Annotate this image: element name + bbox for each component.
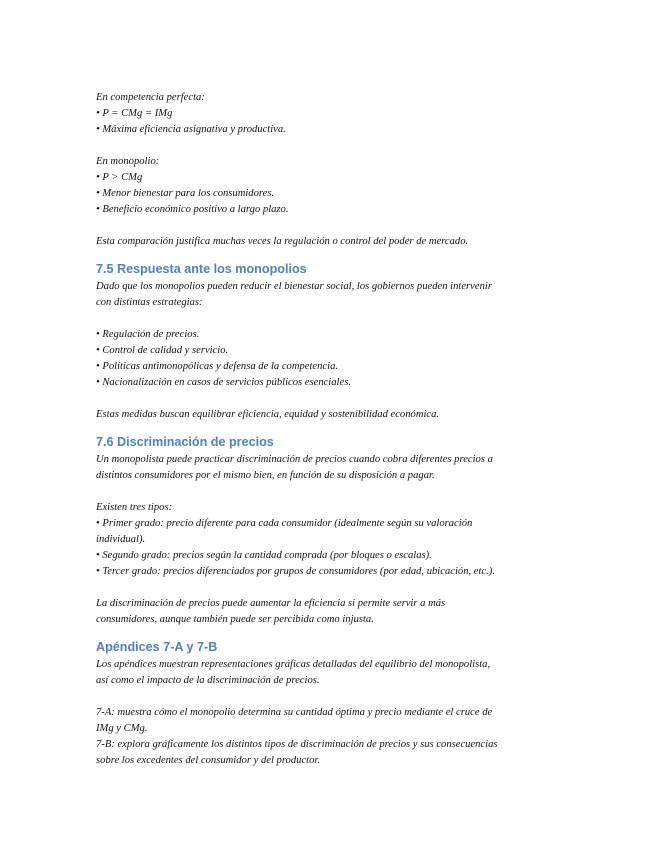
paragraph-line: Dado que los monopolios pueden reducir el bienestar social, los gobiernos pueden intervenir: [96, 281, 492, 292]
list-item: • Regulación de precios.: [96, 329, 200, 340]
paragraph-line: Un monopolista puede practicar discriminación de precios cuando cobra diferentes precios a: [96, 454, 493, 465]
list-item: • Control de calidad y servicio.: [96, 345, 229, 356]
section-heading-7-6: 7.6 Discriminación de precios: [96, 435, 274, 449]
closing-paragraph: consumidores, aunque también puede ser percibida como injusta.: [96, 614, 374, 625]
list-item: • Nacionalización en casos de servicios públicos esenciales.: [96, 377, 351, 388]
comparacion-paragraph: Esta comparación justifica muchas veces la regulación o control del poder de mercado.: [96, 236, 469, 247]
competencia-intro: En competencia perfecta:: [96, 92, 205, 103]
list-item: • Tercer grado: precios diferenciados por grupos de consumidores (por edad, ubicación, etc.).: [96, 566, 495, 577]
list-item: • P > CMg: [96, 172, 143, 183]
appendix-item: IMg y CMg.: [96, 723, 148, 734]
list-item: individual).: [96, 534, 146, 545]
list-item: • Beneficio económico positivo a largo plazo.: [96, 204, 289, 215]
paragraph-line: con distintas estrategias:: [96, 297, 203, 308]
appendix-item: sobre los excedentes del consumidor y del productor.: [96, 755, 320, 766]
list-item: • Máxima eficiencia asignativa y productiva.: [96, 124, 286, 135]
section-heading-apendices: Apéndices 7-A y 7-B: [96, 640, 218, 654]
monopolio-intro: En monopolio:: [96, 156, 160, 167]
section-heading-7-5: 7.5 Respuesta ante los monopolios: [96, 262, 307, 276]
appendix-item: 7-A: muestra cómo el monopolio determina su cantidad óptima y precio mediante el cruce de: [96, 707, 493, 718]
paragraph-line: Los apéndices muestran representaciones gráficas detalladas del equilibrio del monopolista,: [96, 659, 491, 670]
tipos-intro: Existen tres tipos:: [96, 502, 173, 513]
list-item: • Segundo grado: precios según la cantidad comprada (por bloques o escalas).: [96, 550, 432, 561]
list-item: • Menor bienestar para los consumidores.: [96, 188, 275, 199]
list-item: • P = CMg = IMg: [96, 108, 173, 119]
list-item: • Políticas antimonopólicas y defensa de la competencia.: [96, 361, 339, 372]
paragraph-line: distintos consumidores por el mismo bien, en función de su disposición a pagar.: [96, 470, 435, 481]
closing-paragraph: Estas medidas buscan equilibrar eficiencia, equidad y sostenibilidad económica.: [96, 409, 440, 420]
closing-paragraph: La discriminación de precios puede aumentar la eficiencia si permite servir a más: [96, 598, 446, 609]
appendix-item: 7-B: explora gráficamente los distintos tipos de discriminación de precios y sus consecuencias: [96, 739, 498, 750]
list-item: • Primer grado: precio diferente para cada consumidor (idealmente según su valoración: [96, 518, 473, 529]
document-body: [96, 90, 558, 769]
paragraph-line: así como el impacto de la discriminación de precios.: [96, 675, 320, 686]
